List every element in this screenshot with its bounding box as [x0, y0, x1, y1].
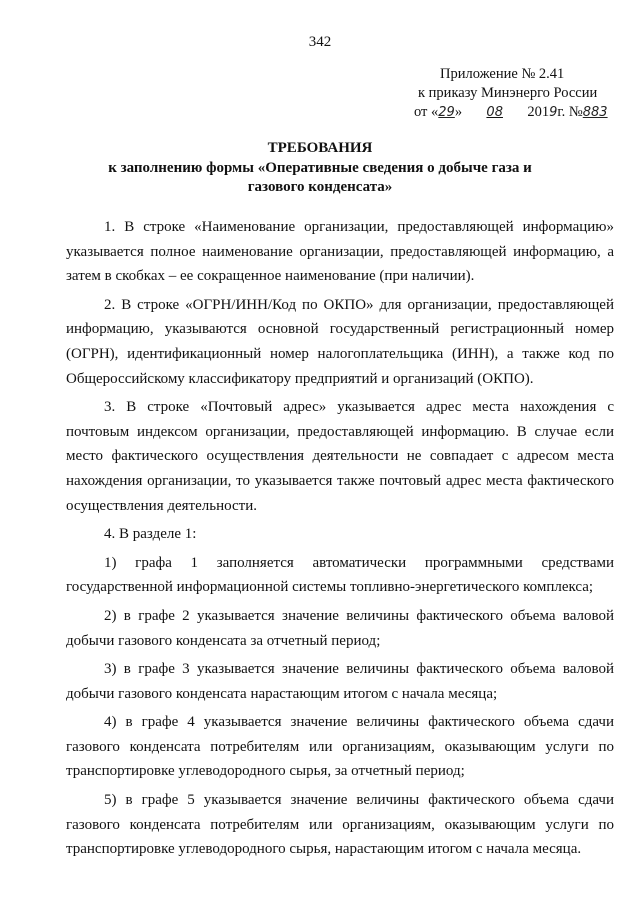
paragraph-4-4: 4) в графе 4 указывается значение величины фактического объема сдачи газового конденсата потребителям или организациям, оказывающим услуги по транспортировке углеводородного сырья, за отчетный период;: [66, 714, 614, 780]
document-title: [0, 139, 640, 198]
title-line-1: ТРЕБОВАНИЯ: [267, 140, 373, 156]
title-line-3: газового конденсата»: [247, 179, 393, 195]
document-body: [66, 215, 614, 866]
date-suffix: г. №: [557, 104, 583, 120]
paragraph-4-2: 2) в графе 2 указывается значение величины фактического объема валовой добычи газового конденсата за отчетный период;: [66, 607, 614, 649]
appendix-date-line: [414, 103, 618, 122]
paragraph-1: 1. В строке «Наименование организации, предоставляющей информацию» указывается полное наименование организации, предоставляющей информацию, а затем в скобках – ее сокращенное наименование (при наличии).: [66, 219, 614, 285]
paragraph-4-3: 3) в графе 3 указывается значение величины фактического объема валовой добычи газового конденсата нарастающим итогом с начала месяца;: [66, 661, 614, 702]
paragraph-4: 4. В разделе 1:: [104, 526, 197, 543]
date-month: 08: [486, 105, 503, 120]
paragraph-4-5: 5) в графе 5 указывается значение величины фактического объема сдачи газового конденсата потребителям или организациям, оказывающим услуги по транспортировке углеводородного сырья, нарастающим итогом с начала месяца.: [66, 792, 614, 858]
date-month-field: [466, 103, 524, 122]
appendix-order-ref: к приказу Минэнерго России: [418, 85, 598, 101]
paragraph-3: 3. В строке «Почтовый адрес» указывается адрес места нахождения с почтовым индексом организации, предоставляющей информацию. В случае если место фактического осуществления деятельности не совпадает с адресом места нахождения организации, то указывается также почтовый адрес места фактического осуществления деятельности.: [66, 399, 614, 514]
date-year-prefix: 201: [527, 104, 550, 120]
date-day: 29: [438, 105, 455, 120]
page-number: 342: [308, 34, 332, 50]
date-year-suffix: 9: [549, 105, 558, 120]
paragraph-2: 2. В строке «ОГРН/ИНН/Код по ОКПО» для организации, предоставляющей информацию, указываются основной государственный регистрационный номер (ОГРН), идентификационный номер налогоплательщика (ИНН), а также код по Общероссийскому классификатору предприятий и организаций (ОКПО).: [66, 296, 614, 387]
date-mid: »: [454, 104, 463, 120]
date-prefix: от «: [414, 104, 439, 120]
paragraph-4-1: 1) графа 1 заполняется автоматически программными средствами государственной информационной системы топливно-энергетического комплекса;: [66, 554, 614, 596]
appendix-title: Приложение № 2.41: [440, 66, 565, 82]
title-line-2: к заполнению формы «Оперативные сведения о добыче газа и: [108, 159, 532, 176]
order-number: 883: [582, 105, 608, 120]
appendix-header: [414, 65, 618, 122]
